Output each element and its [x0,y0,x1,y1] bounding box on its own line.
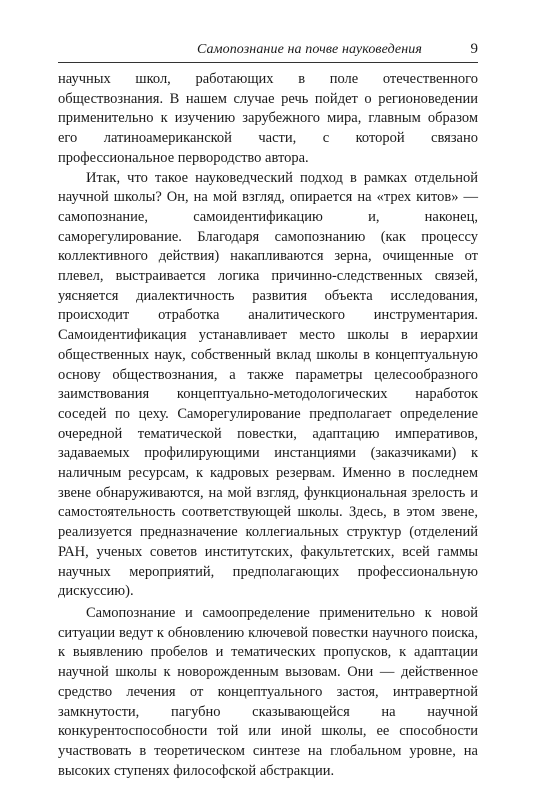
paragraph-self-knowledge: Самопознание и самоопределение применительно к новой ситуации ведут к обновлению ключевой повестки научного поиска, к выявлению пробелов и тематических пропусков, к адаптации научной школы к новорожденным вызовам. Они — действенное средство лечения от концептуального застоя, интравертной замкнутости, пагубно сказывающейся на научной конкурентоспособности той или иной школы, ее способности участвовать в теоретическом синтезе на глобальном уровне, на высоких ступенях философской абстракции. [58,604,478,779]
running-title: Самопознание на почве науковедения [196,42,422,57]
body-text [58,70,478,781]
paragraph-science-studies-approach: Итак, что такое науковедческий подход в рамках отдельной научной школы? Он, на мой взгляд, опирается на «трех китов» — самопознание, самоидентификацию и, наконец, саморегулирование. Благодаря самопознанию (как процессу коллективного действия) накапливаются зерна, очищенные от плевел, выстраивается логика причинно-следственных связей, уясняется диалектичность развития объекта исследования, происходит отработка аналитического инструментария. Самоидентификация устанавливает место школы в иерархии общественных наук, собственный вклад школы в концептуальную основу обществознания, а также параметры целесообразного заимствования концептуально-методологических наработок соседей по цеху. Саморегулирование предполагает определение очередной тематической повестки, адаптацию императивов, задаваемых профилирующими инстанциями (заказчиками) к наличным ресурсам, к кадровых резервам. Именно в последнем звене обнаруживаются, на мой взгляд, функциональная зрелость и самостоятельность соответствующей школы. Здесь, в этом звене, реализуется предназначение коллегиальных структур (отделений РАН, ученых советов институтских, факультетских, всей гаммы научных мероприятий, предполагающих профессиональную дискуссию). [58,169,478,600]
header-rule [58,62,478,63]
running-head [58,42,478,62]
paragraph-continuation: научных школ, работающих в поле отечественного обществознания. В нашем случае речь пойдет о регионоведении применительно к изучению зарубежного мира, главным образом его латиноамериканской части, с которой связано профессиональное первородство автора. [58,71,478,166]
page-number: 9 [470,41,478,57]
